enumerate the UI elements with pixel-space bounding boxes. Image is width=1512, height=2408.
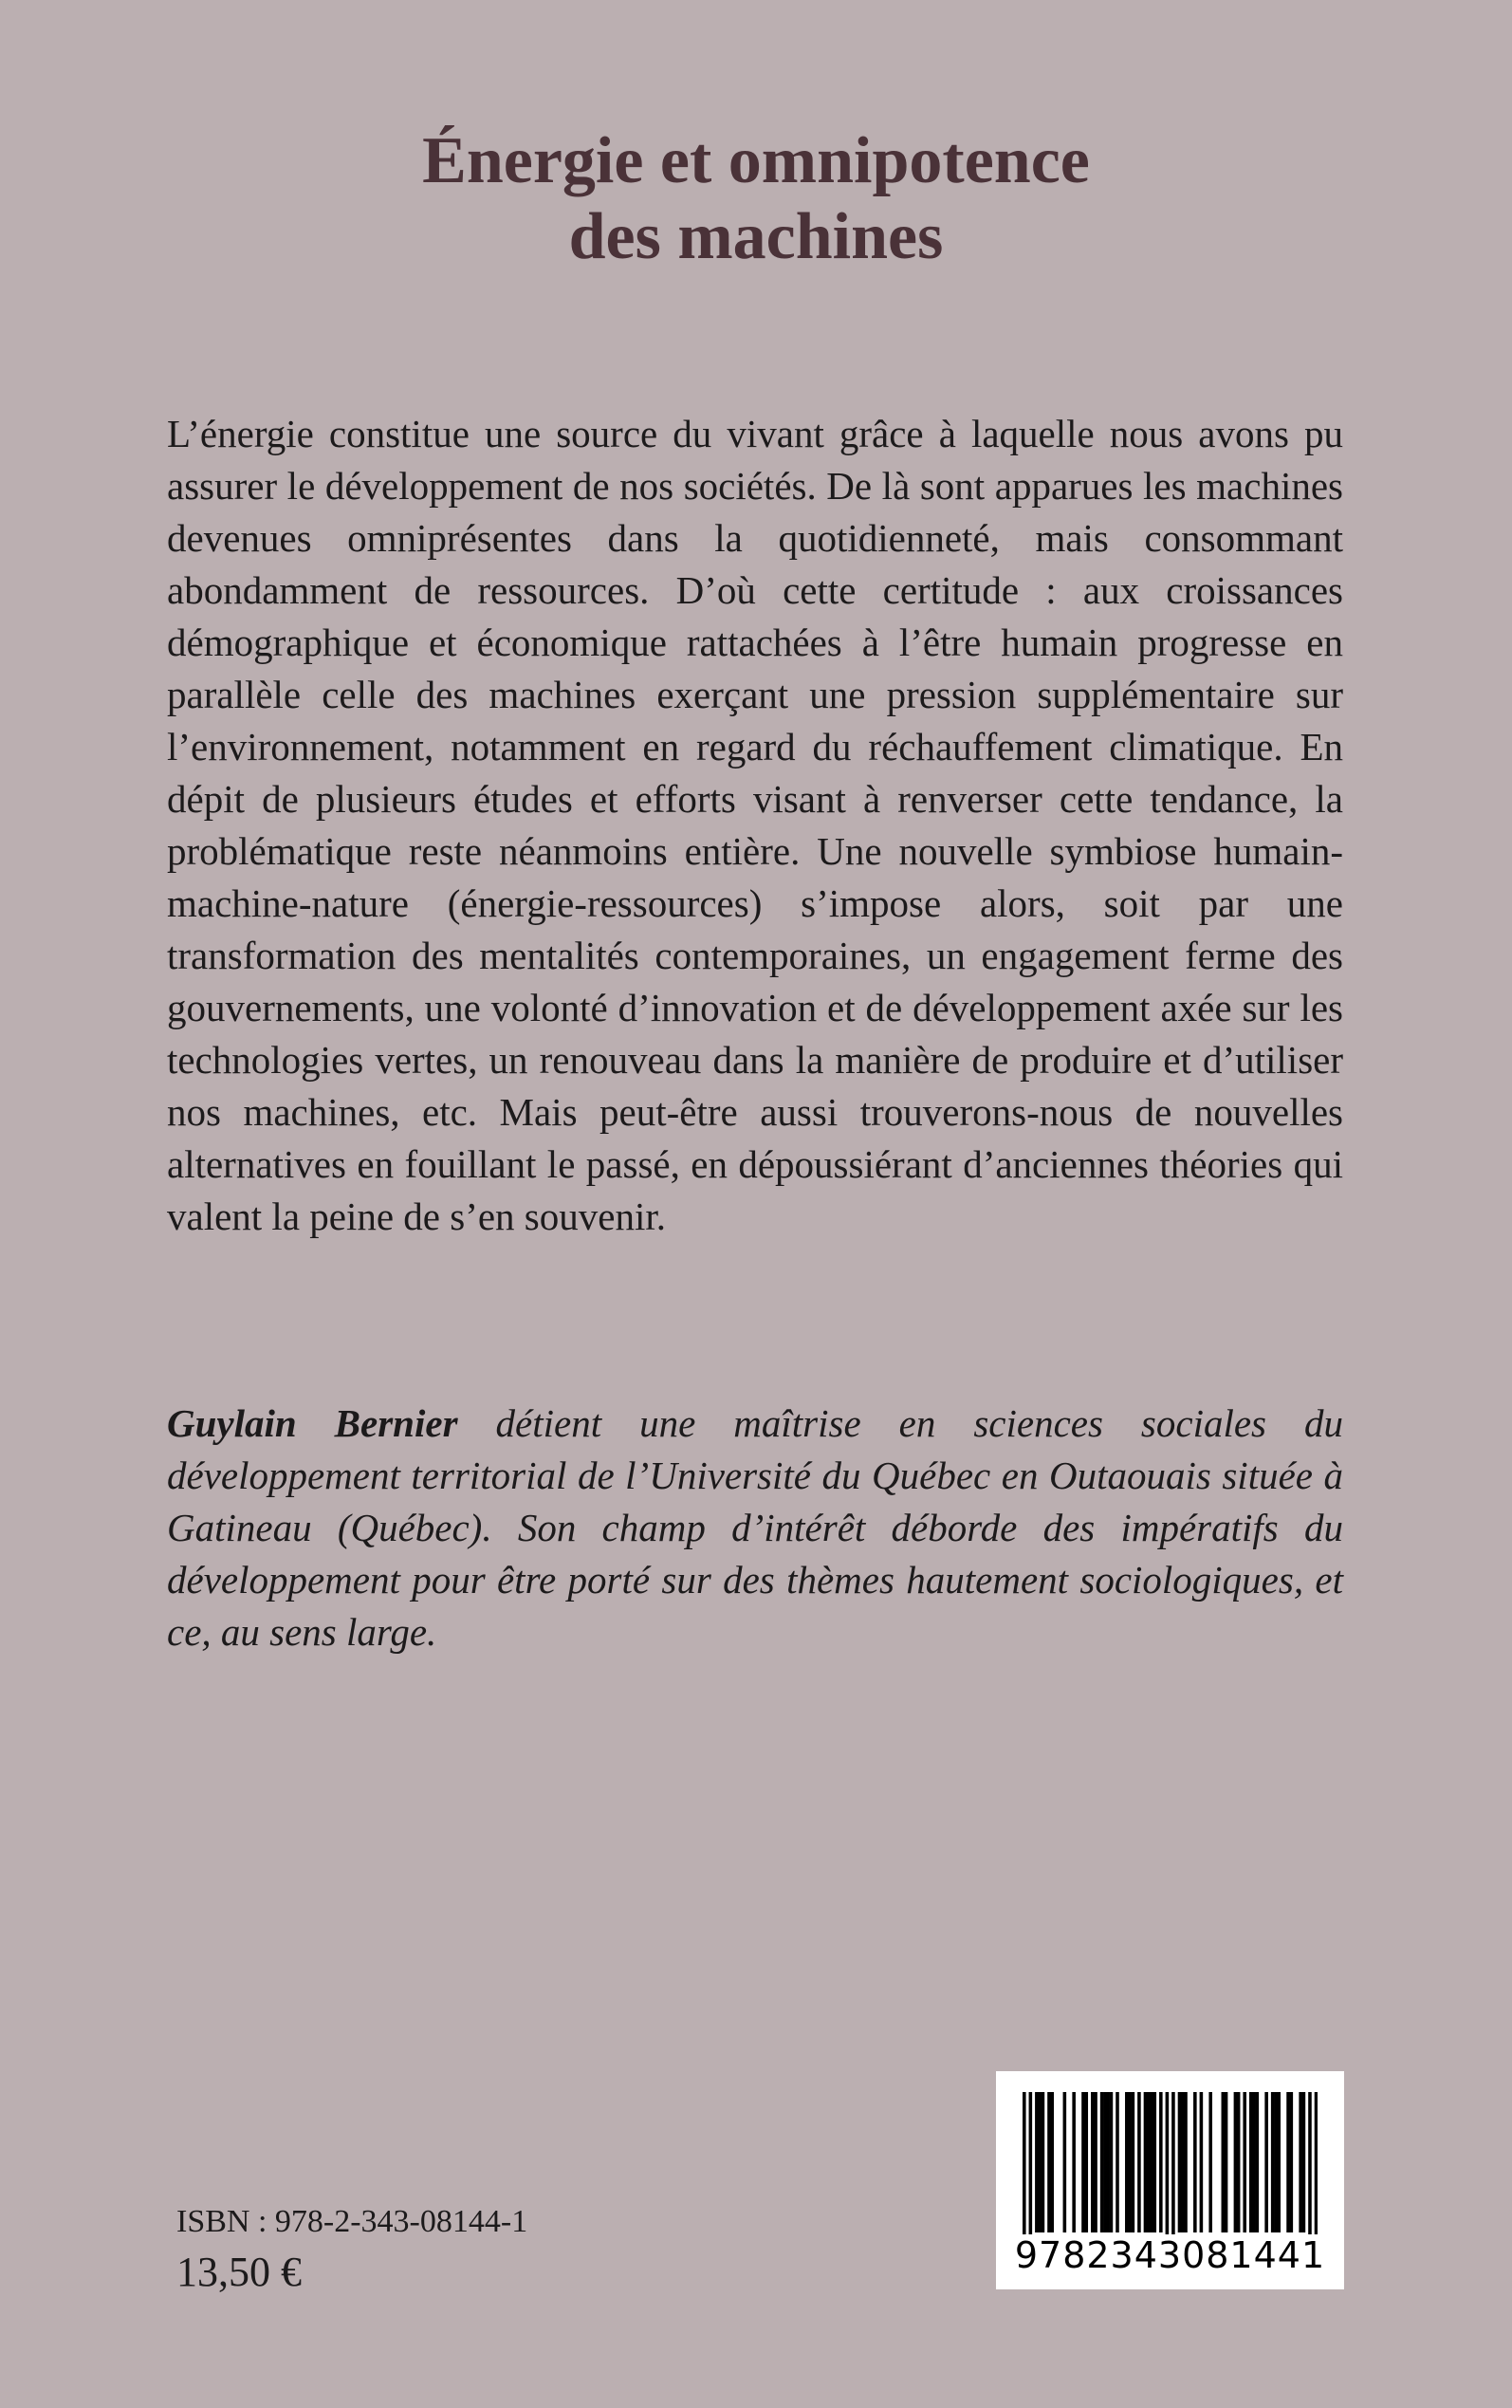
barcode-bar [1106,2092,1110,2232]
barcode-bar [1159,2092,1163,2232]
barcode-bar [1308,2092,1312,2234]
book-title [0,123,1512,275]
barcode-bar [1100,2092,1104,2232]
barcode-bar [1249,2092,1253,2232]
barcode-bar [1171,2092,1175,2234]
barcode-bar [1277,2092,1281,2232]
barcode-bar [1081,2092,1085,2232]
barcode-bar [1035,2092,1039,2232]
barcode-bar [1302,2092,1306,2232]
barcode-bar [1094,2092,1097,2232]
barcode-bar [1116,2092,1119,2232]
barcode-bar [1042,2092,1045,2232]
isbn-number: ISBN : 978-2-343-08144-1 [176,2204,528,2239]
barcode-digits: 9782343081441 [1014,2234,1326,2276]
barcode-bars [1023,2092,1318,2234]
barcode-bar [1252,2092,1256,2232]
barcode-bar [1200,2092,1204,2232]
barcode-bar [1178,2092,1182,2232]
barcode-bar [1128,2092,1132,2232]
barcode-bar [1072,2092,1076,2232]
barcode-bar [1152,2092,1156,2232]
barcode-bar [1271,2092,1275,2232]
barcode-bar [1132,2092,1135,2232]
barcode-bar [1222,2092,1226,2232]
barcode-bar [1047,2092,1051,2232]
barcode-bar [1147,2092,1151,2232]
barcode-bar [1038,2092,1042,2232]
barcode-bar [1181,2092,1185,2232]
barcode-bar [1023,2092,1026,2234]
barcode-bar [1103,2092,1107,2232]
barcode-bar [1234,2092,1238,2232]
barcode-bar [1184,2092,1188,2232]
barcode-bar [1225,2092,1228,2232]
barcode-bar [1286,2092,1290,2232]
price: 13,50 € [176,2249,302,2295]
book-description: L’énergie constitue une source du vivant grâce à laquelle nous avons pu assurer le développement de nos sociétés. De là sont apparues les machines devenues omniprésentes dans la quotidienneté, mais consommant abondamment de ressources. D’où cette certitude : aux croissances démographique et économique rattachées à l’être humain progresse en parallèle celle des machines exerçant une pression supplémentaire sur l’environnement, notamment en regard du réchauffement climatique. En dépit de plusieurs études et efforts visant à renverser cette tendance, la problématique reste néanmoins entière. Une nouvelle symbiose humain-machine-nature (énergie-ressources) s’impose alors, soit par une transformation des mentalités contemporaines, un engagement ferme des gouvernements, une volonté d’innovation et de développement axée sur les technologies vertes, un renouveau dans la manière de produire et d’utiliser nos machines, etc. Mais peut-être aussi trouverons-nous de nouvelles alternatives en fouillant le passé, en dépoussiérant d’anciennes théories qui valent la peine de s’en souvenir. [167,412,1343,1238]
barcode-bar [1208,2092,1212,2232]
barcode-bar [1290,2092,1294,2232]
author-name: Guylain Bernier [167,1401,458,1445]
barcode-bar [1050,2092,1054,2232]
barcode-bar [1166,2092,1170,2234]
barcode-bar [1063,2092,1067,2232]
author-bio [167,1398,1343,1658]
barcode-bar [1243,2092,1246,2232]
barcode-bar [1091,2092,1095,2232]
barcode-bar [1237,2092,1241,2232]
barcode-bar [1256,2092,1260,2232]
barcode-bar [1315,2092,1318,2234]
barcode-bar [1150,2092,1153,2232]
barcode-bar [1299,2092,1302,2232]
barcode-bar [1084,2092,1088,2232]
book-title-line-1: Énergie et omnipotence [422,124,1090,197]
barcode-bar [1193,2092,1197,2232]
barcode-bar [1029,2092,1033,2234]
barcode-bar [1137,2092,1141,2232]
barcode-bar [1144,2092,1148,2232]
barcode-bar [1110,2092,1114,2232]
barcode [996,2071,1344,2289]
book-title-line-2: des machines [568,200,944,273]
author-bio-text: détient une maîtrise en sciences sociales du développement territorial de l’Université du Québec en Outaouais située à Gatineau (Québec). Son champ d’intérêt déborde des impératifs du développement pour être porté sur des thèmes hautement sociologiques, et ce, au sens large. [167,1401,1343,1654]
barcode-bar [1274,2092,1278,2232]
barcode-bar [1264,2092,1268,2232]
barcode-bar [1125,2092,1129,2232]
